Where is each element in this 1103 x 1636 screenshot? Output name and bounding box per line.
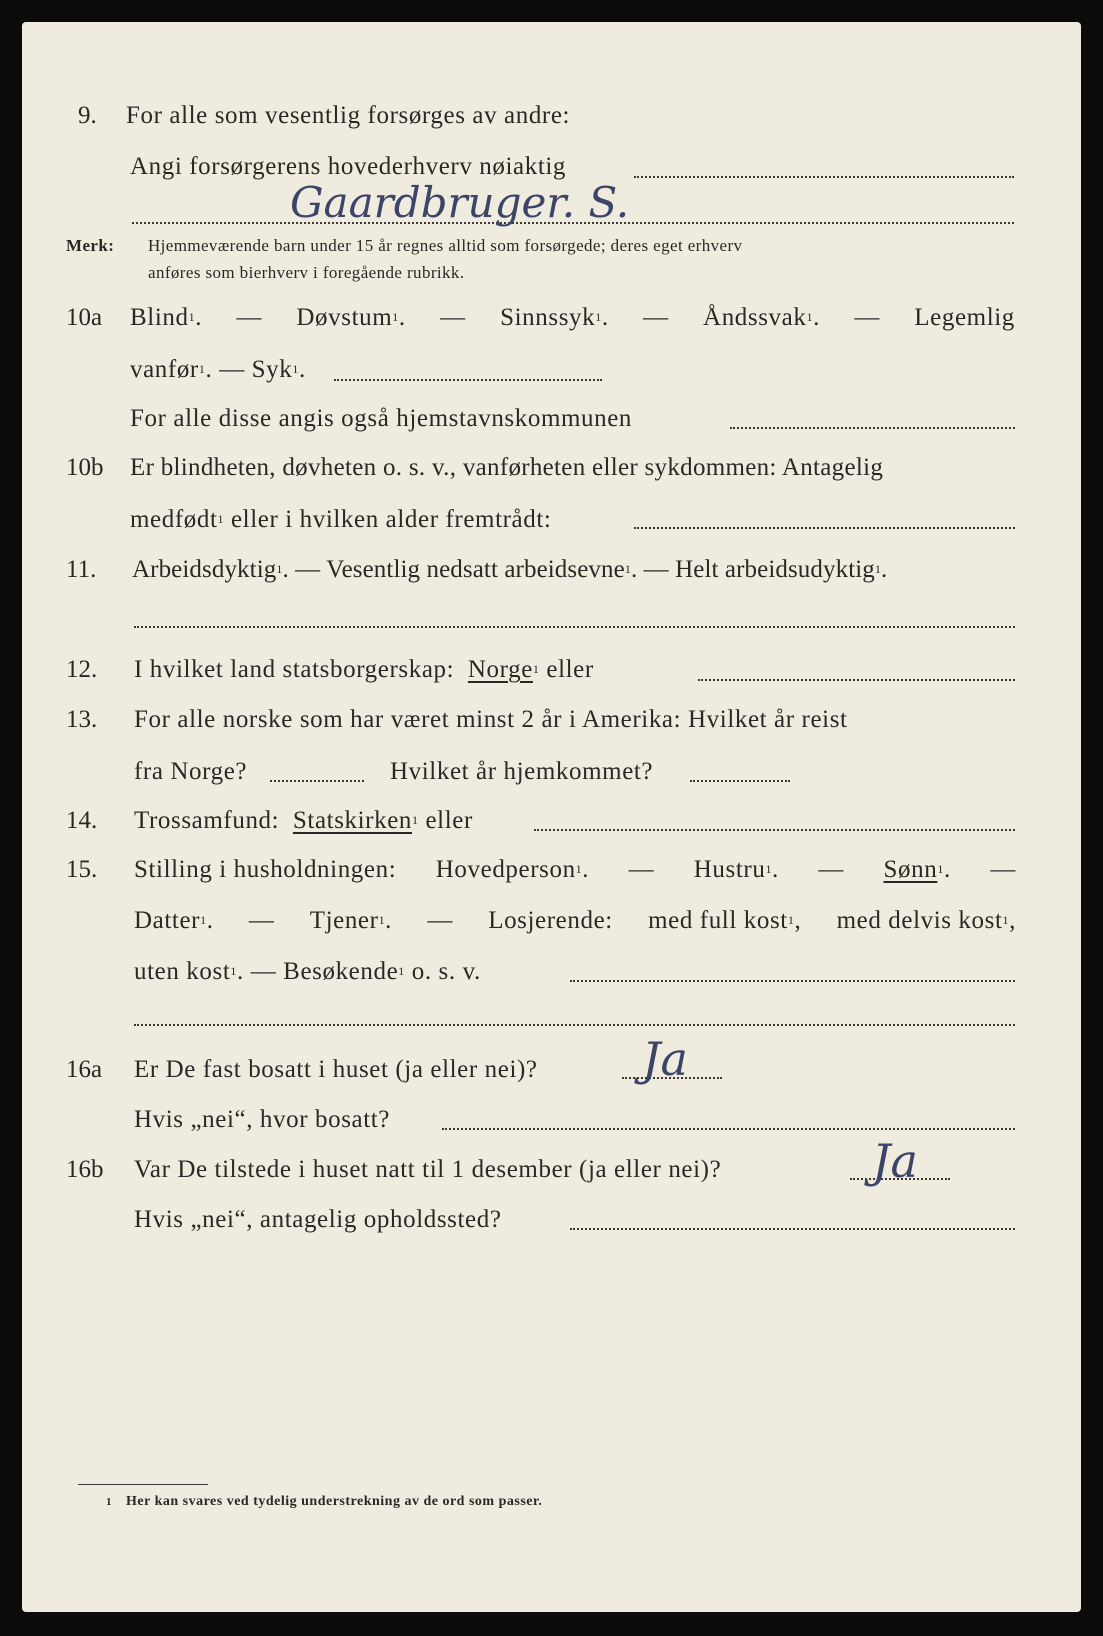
q16b-whereabouts-line: [570, 1228, 1015, 1230]
q9-number: 9.: [78, 102, 97, 129]
q16a-number: 16a: [66, 1056, 103, 1083]
census-form-page: [22, 22, 1081, 1612]
q16b-question: Var De tilstede i huset natt til 1 desember (ja eller nei)?: [134, 1156, 722, 1183]
q13-left-year-line: [270, 780, 364, 782]
q16b-handwritten-answer: Ja: [872, 1134, 918, 1188]
q9-answer-line-1: [634, 176, 1014, 178]
q15-line1: Stilling i husholdningen: Hovedperson$^1$. — Hustru$^1$. — Sønn$^1$. —: [134, 856, 1016, 883]
q16b-whereabouts-prompt: Hvis „nei“, antagelig opholdssted?: [134, 1206, 502, 1233]
q10b-line2: medfødt$^1$ eller i hvilken alder fremtrådt:: [130, 506, 552, 533]
q15-answer-line-2: [134, 1024, 1015, 1026]
option-arbeidsdyktig: Arbeidsdyktig$^1$.: [132, 556, 289, 583]
q16a-handwritten-answer: Ja: [642, 1032, 688, 1086]
q10b-number: 10b: [66, 454, 104, 481]
q16b-number: 16b: [66, 1156, 104, 1183]
option-andssvak: Åndssvak$^1$.: [703, 304, 820, 331]
q16a-residence-line: [442, 1128, 1015, 1130]
footnote-text: Her kan svares ved tydelig understrekning av de ord som passer.: [126, 1494, 543, 1509]
q12-question: I hvilket land statsborgerskap: Norge$^1$ eller: [134, 656, 594, 683]
q15-answer-line-1: [570, 980, 1015, 982]
option-blind: Blind$^1$.: [130, 304, 203, 331]
option-hovedperson: Hovedperson$^1$.: [435, 856, 590, 883]
option-uten-kost: uten kost$^1$.: [134, 958, 244, 985]
option-sonn-underlined: Sønn$^1$.: [883, 856, 951, 883]
q10a-syk-line: [334, 379, 602, 381]
q14-number: 14.: [66, 807, 98, 834]
q11-answer-line: [134, 626, 1015, 628]
q13-question: For alle norske som har været minst 2 år i Amerika: Hvilket år reist: [134, 706, 848, 733]
merk-label: Merk:: [66, 236, 115, 255]
option-statskirken-underlined: Statskirken: [292, 807, 412, 834]
q13-left-norway-prompt: fra Norge?: [134, 758, 248, 785]
q10a-hometown-prompt: For alle disse angis også hjemstavnskommunen: [130, 405, 633, 432]
footnote-rule: [78, 1484, 208, 1485]
option-nedsatt: Vesentlig nedsatt arbeidsevne$^1$.: [326, 556, 638, 583]
q14-question: Trossamfund: Statskirken$^1$ eller: [134, 807, 473, 834]
option-sinnssyk: Sinnssyk$^1$.: [500, 304, 609, 331]
q9-handwritten-answer: Gaardbruger. S.: [290, 178, 630, 227]
option-delvis-kost: med delvis kost$^1$,: [836, 907, 1016, 934]
merk-note-line1: Hjemmeværende barn under 15 år regnes alltid som forsørgede; deres eget erhverv: [148, 236, 743, 255]
option-udyktig: Helt arbeidsudyktig$^1$.: [675, 556, 888, 583]
q15-line2: Datter$^1$. — Tjener$^1$. — Losjerende: med full kost$^1$, med delvis kost$^1$,: [134, 907, 1016, 934]
option-hustru: Hustru$^1$.: [693, 856, 779, 883]
q10a-number: 10a: [66, 304, 103, 331]
q11-number: 11.: [66, 556, 97, 583]
q9-occupation-prompt: Angi forsørgerens hovederhverv nøiaktig: [130, 153, 567, 180]
q13-number: 13.: [66, 706, 98, 733]
q15-line3: uten kost$^1$. — Besøkende$^1$ o. s. v.: [134, 958, 481, 985]
option-full-kost: med full kost$^1$,: [648, 907, 802, 934]
q12-number: 12.: [66, 656, 98, 683]
q14-answer-line: [534, 829, 1015, 831]
q13-returned-year-line: [690, 780, 790, 782]
q9-question: For alle som vesentlig forsørges av andre:: [126, 102, 571, 129]
q13-returned-prompt: Hvilket år hjemkommet?: [390, 758, 654, 785]
q10b-question: Er blindheten, døvheten o. s. v., vanførheten eller sykdommen: Antagelig: [130, 454, 884, 481]
option-tjener: Tjener$^1$.: [309, 907, 393, 934]
option-legemlig: Legemlig: [914, 304, 1015, 331]
footnote-mark: 1: [106, 1496, 112, 1508]
q10b-age-line: [634, 527, 1015, 529]
q11-options: Arbeidsdyktig$^1$. — Vesentlig nedsatt arbeidsevne$^1$. — Helt arbeidsudyktig$^1$.: [132, 556, 888, 583]
q12-answer-line: [698, 679, 1015, 681]
q10a-line2: vanfør$^1$. — Syk$^1$.: [130, 356, 306, 383]
option-norge-underlined: Norge: [467, 656, 533, 683]
option-besokende: Besøkende$^1$: [283, 958, 405, 985]
q16a-residence-prompt: Hvis „nei“, hvor bosatt?: [134, 1106, 391, 1133]
q10a-hometown-line: [730, 427, 1015, 429]
q10a-conditions: Blind$^1$. — Døvstum$^1$. — Sinnssyk$^1$. — Åndssvak$^1$. — Legemlig: [130, 304, 1015, 331]
option-dovstum: Døvstum$^1$.: [296, 304, 406, 331]
q16a-question: Er De fast bosatt i huset (ja eller nei)?: [134, 1056, 538, 1083]
option-syk: Syk$^1$.: [251, 356, 306, 383]
option-vanfor: vanfør$^1$.: [130, 356, 213, 383]
option-datter: Datter$^1$.: [134, 907, 214, 934]
q15-number: 15.: [66, 856, 98, 883]
merk-note-line2: anføres som bierhverv i foregående rubrikk.: [148, 263, 465, 282]
